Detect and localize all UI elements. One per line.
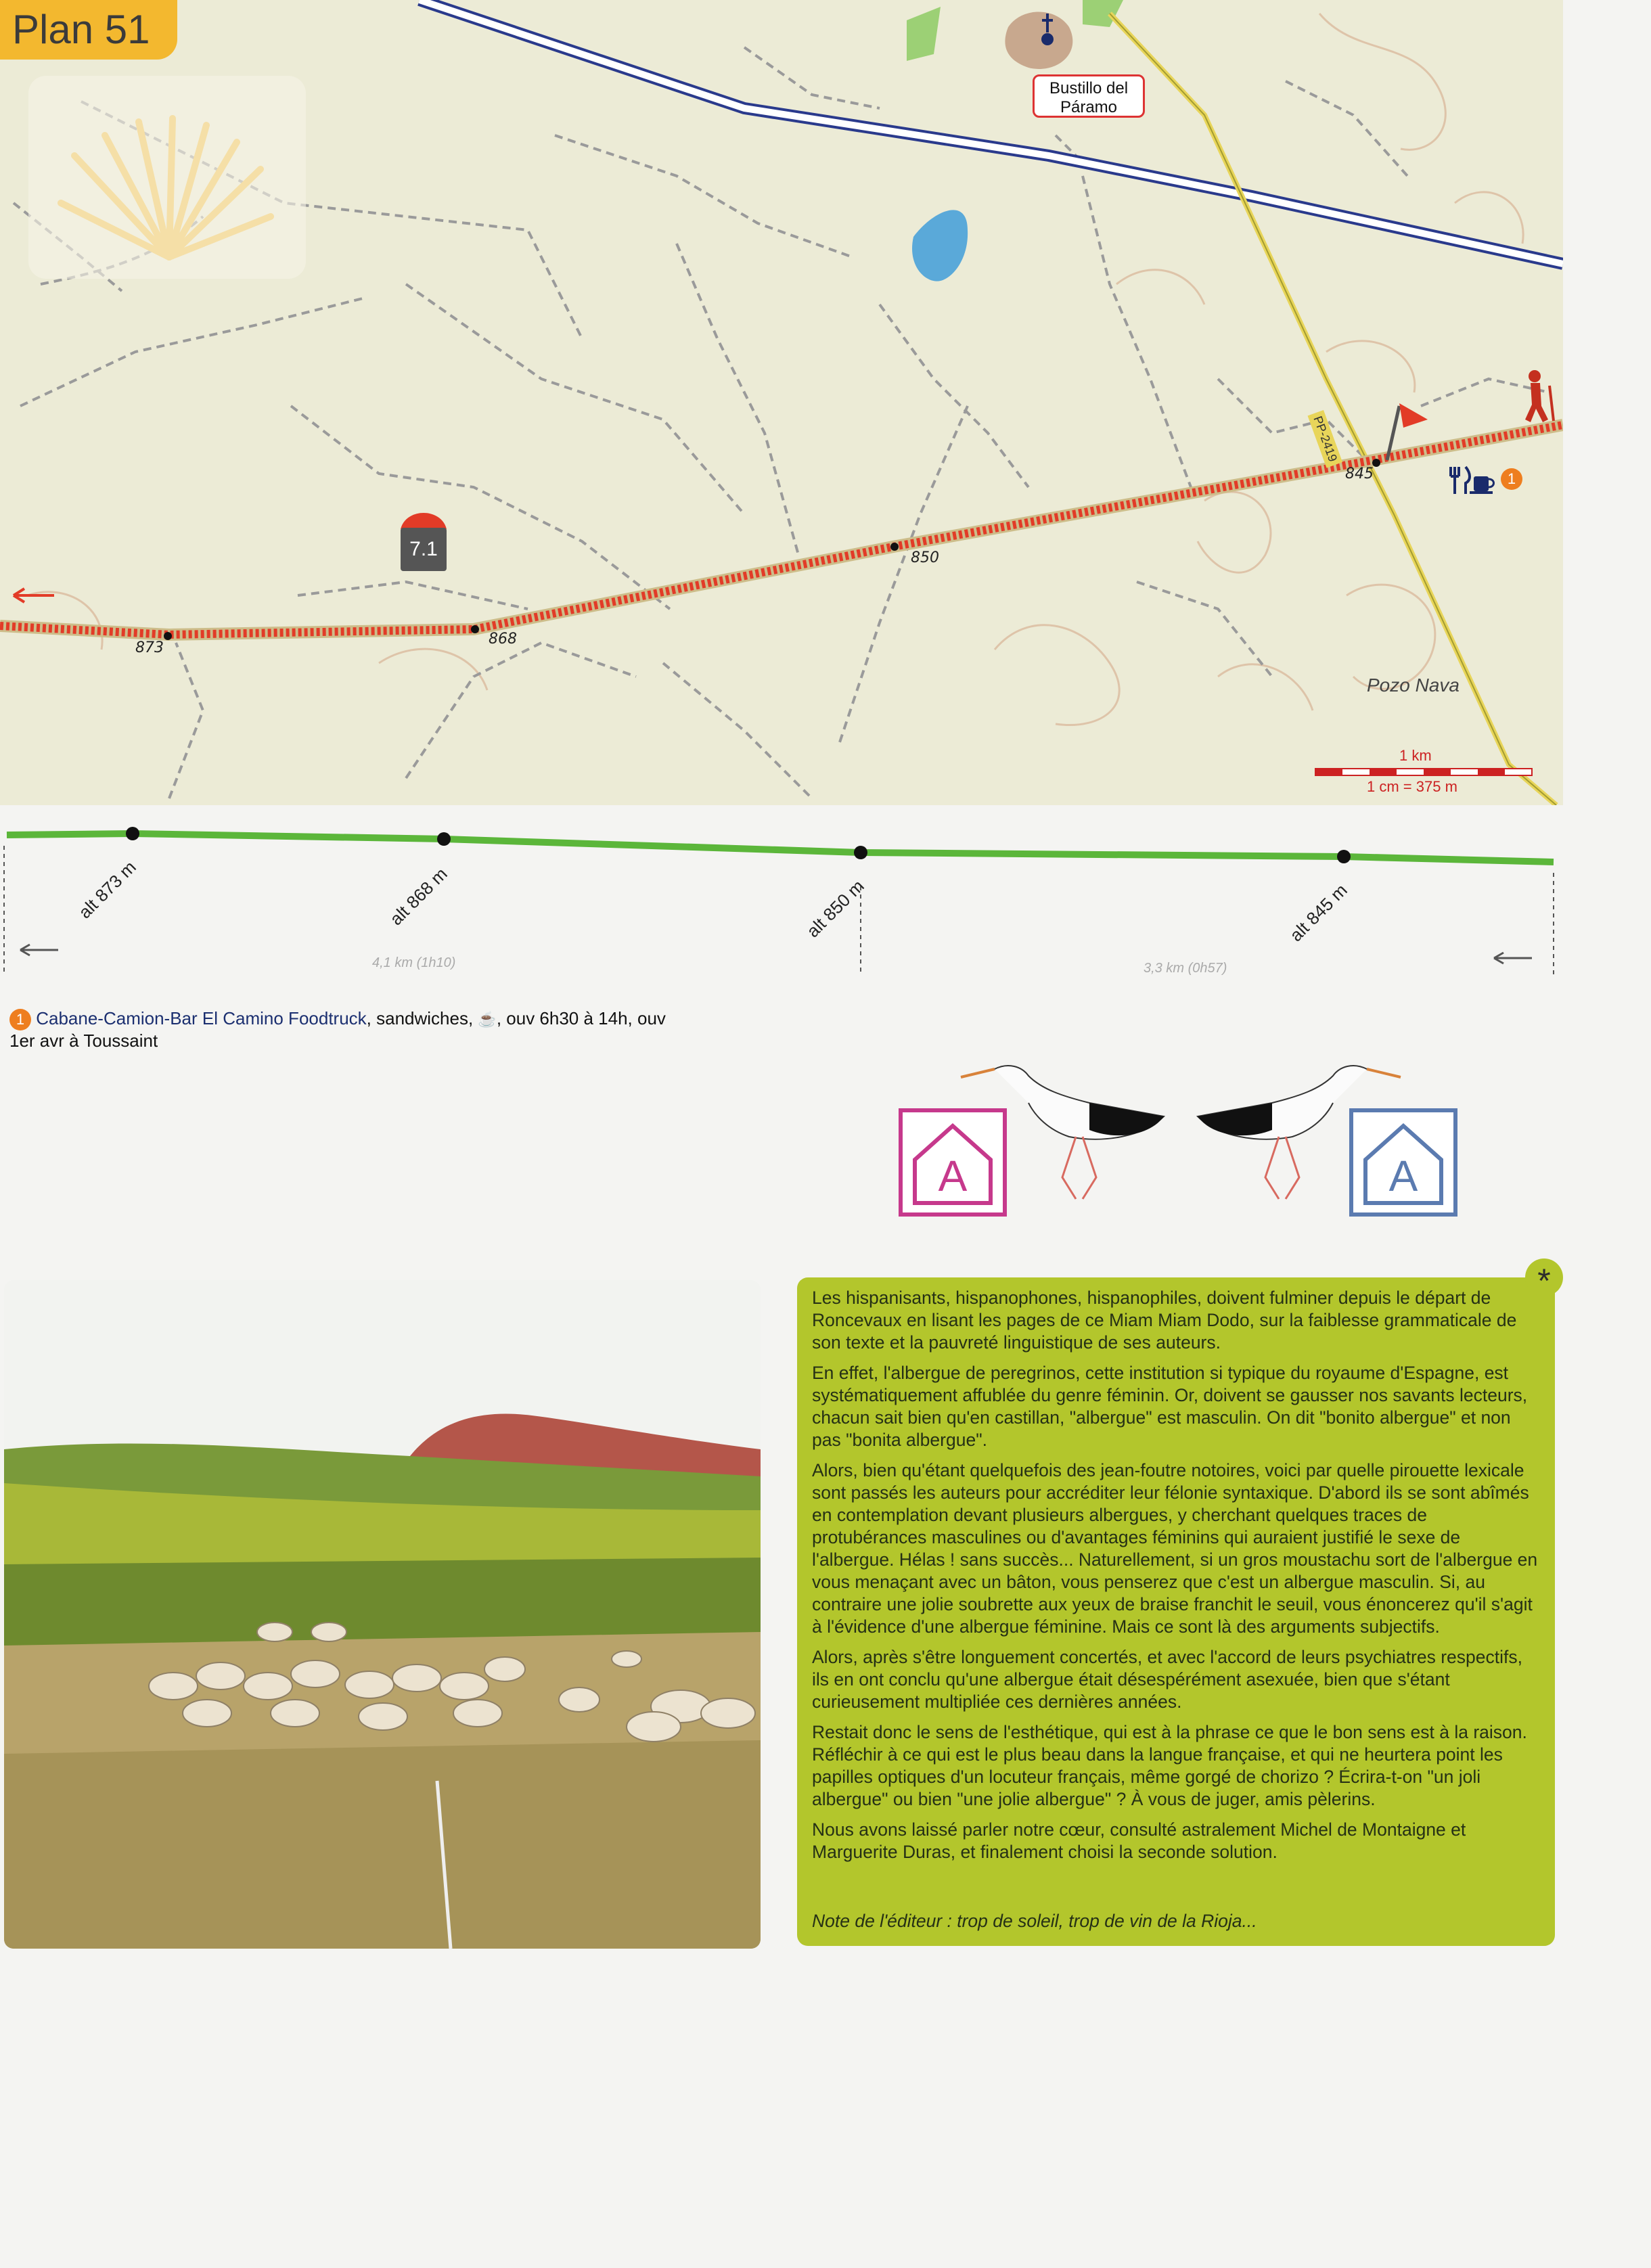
stage-marker: 7.1 [401, 528, 447, 571]
note-paragraph: En effet, l'albergue de peregrinos, cette institution si typique du royaume d'Espagne, est systématiquement affublée du genre féminin. Or, doivent se gausser nos savants lecteurs, chacun sait bien qu'en castillan, "albergue" est masculin. On dit "bonito albergue" et non pas "bonita albergue". [812, 1363, 1528, 1450]
stork-icon [954, 1042, 1407, 1218]
altitude-label-2: alt 868 m [386, 863, 451, 930]
note-paragraph: Nous avons laissé parler notre cœur, consulté astralement Michel de Montaigne et Marguerite Duras, et finalement choisi la seconde solution. [812, 1819, 1466, 1862]
village-label: Bustillo del Páramo [1033, 74, 1145, 118]
arrow-left-icon [20, 945, 58, 955]
road-code-label: PP-2419 [1308, 410, 1343, 468]
elevation-profile [0, 805, 1563, 974]
poi-season: 1er avr à Toussaint [9, 1030, 158, 1051]
sheep-photo [4, 1280, 761, 1949]
coffee-icon [1470, 476, 1494, 493]
house-letter: A [938, 1152, 968, 1200]
church-icon [1041, 33, 1054, 45]
spot-height-873: 873 [135, 639, 164, 656]
scale-km-label: 1 km [1399, 747, 1432, 764]
segment-distance-1: 4,1 km (1h10) [372, 955, 456, 970]
editor-note: Note de l'éditeur : trop de soleil, trop de vin de la Rioja... [812, 1911, 1257, 1931]
poi-hours: , ouv 6h30 à 14h, ouv [496, 1008, 666, 1028]
poi-name: Cabane-Camion-Bar El Camino Foodtruck [36, 1008, 367, 1028]
poi-entry [9, 1008, 821, 1051]
editorial-note [797, 1277, 1555, 1946]
village-area [1005, 12, 1072, 69]
scale-ratio-label: 1 cm = 375 m [1367, 778, 1457, 795]
poi-number-badge: 1 [9, 1009, 31, 1030]
note-paragraph: Alors, bien qu'étant quelquefois des jean-foutre notoires, voici par quelle pirouette lexicale sont passés les auteurs pour accréditer leur félonie syntaxique. D'abord ils se sont abîmés en contemplation devant plusieurs albergues, y cherchant quelques traces de protubérances masculines ou d'avantages féminins qui auraient justifié le sexe de l'albergue. Hélas ! sans succès... Naturellement, si un gros moustachu sort de l'albergue en vous menaçant avec un bâton, vous penserez que c'est un albergue masculin. Si, au contraire une jolie soubrette aux yeux de braise franchit le seuil, vous énoncerez qu'il s'agit à l'évidence d'une albergue féminine. Mais ce sont là des arguments subjectifs. [812, 1460, 1538, 1637]
asterisk-icon: * [1525, 1258, 1563, 1296]
locality-label: Pozo Nava [1367, 675, 1460, 696]
spot-height-845: 845 [1345, 466, 1374, 482]
arrow-left-icon [14, 589, 54, 602]
shell-badge-box [28, 76, 306, 279]
hiker-icon [1525, 370, 1554, 422]
lake [912, 210, 968, 281]
note-paragraph: Alors, après s'être longuement concertés, et avec l'accord de leurs psychiatres respectifs, ils en ont conclu qu'une albergue était désespérément asexuée, bien que s'étant curieusement multipliée ces dernières années. [812, 1647, 1522, 1712]
plan-label: Plan 51 [0, 0, 177, 60]
note-paragraph: Les hispanisants, hispanophones, hispanophiles, doivent fulminer depuis le départ de Roncevaux en lisant les pages de ce Miam Miam Dodo, sur la faiblesse grammaticale de son texte et la pauvreté linguistique de ses auteurs. [812, 1288, 1517, 1353]
storks-illustration [954, 1042, 1407, 1221]
note-paragraph: Restait donc le sens de l'esthétique, qui est à la phrase ce que le bon sens est à la raison. Réfléchir à ce qui est le plus beau dans la langue française, et qui ne heurtera point les papilles optiques d'un locuteur français, même gorgé de chorizo ? Écrira-t-on "un joli albergue" ou bien "une jolie albergue" ? À vous de juger, amis pèlerins. [812, 1722, 1527, 1809]
coffee-icon: ☕ [478, 1011, 497, 1028]
altitude-label-3: alt 850 m [802, 876, 868, 942]
altitude-label-4: alt 845 m [1286, 880, 1351, 946]
scale-bar [1315, 769, 1532, 775]
segment-distance-2: 3,3 km (0h57) [1144, 961, 1227, 976]
waypoint-badge: 1 [1501, 468, 1522, 490]
spot-height-868: 868 [489, 631, 517, 648]
restaurant-icon [1451, 467, 1470, 494]
field-patch [907, 7, 941, 61]
spot-height-850: 850 [911, 549, 939, 566]
photo-scene [4, 1280, 761, 1949]
arrow-left-icon [1494, 953, 1532, 963]
house-letter: A [1388, 1152, 1418, 1200]
route-map [0, 0, 1563, 805]
poi-details: , sandwiches, [366, 1008, 478, 1028]
altitude-label-1: alt 873 m [74, 857, 140, 923]
